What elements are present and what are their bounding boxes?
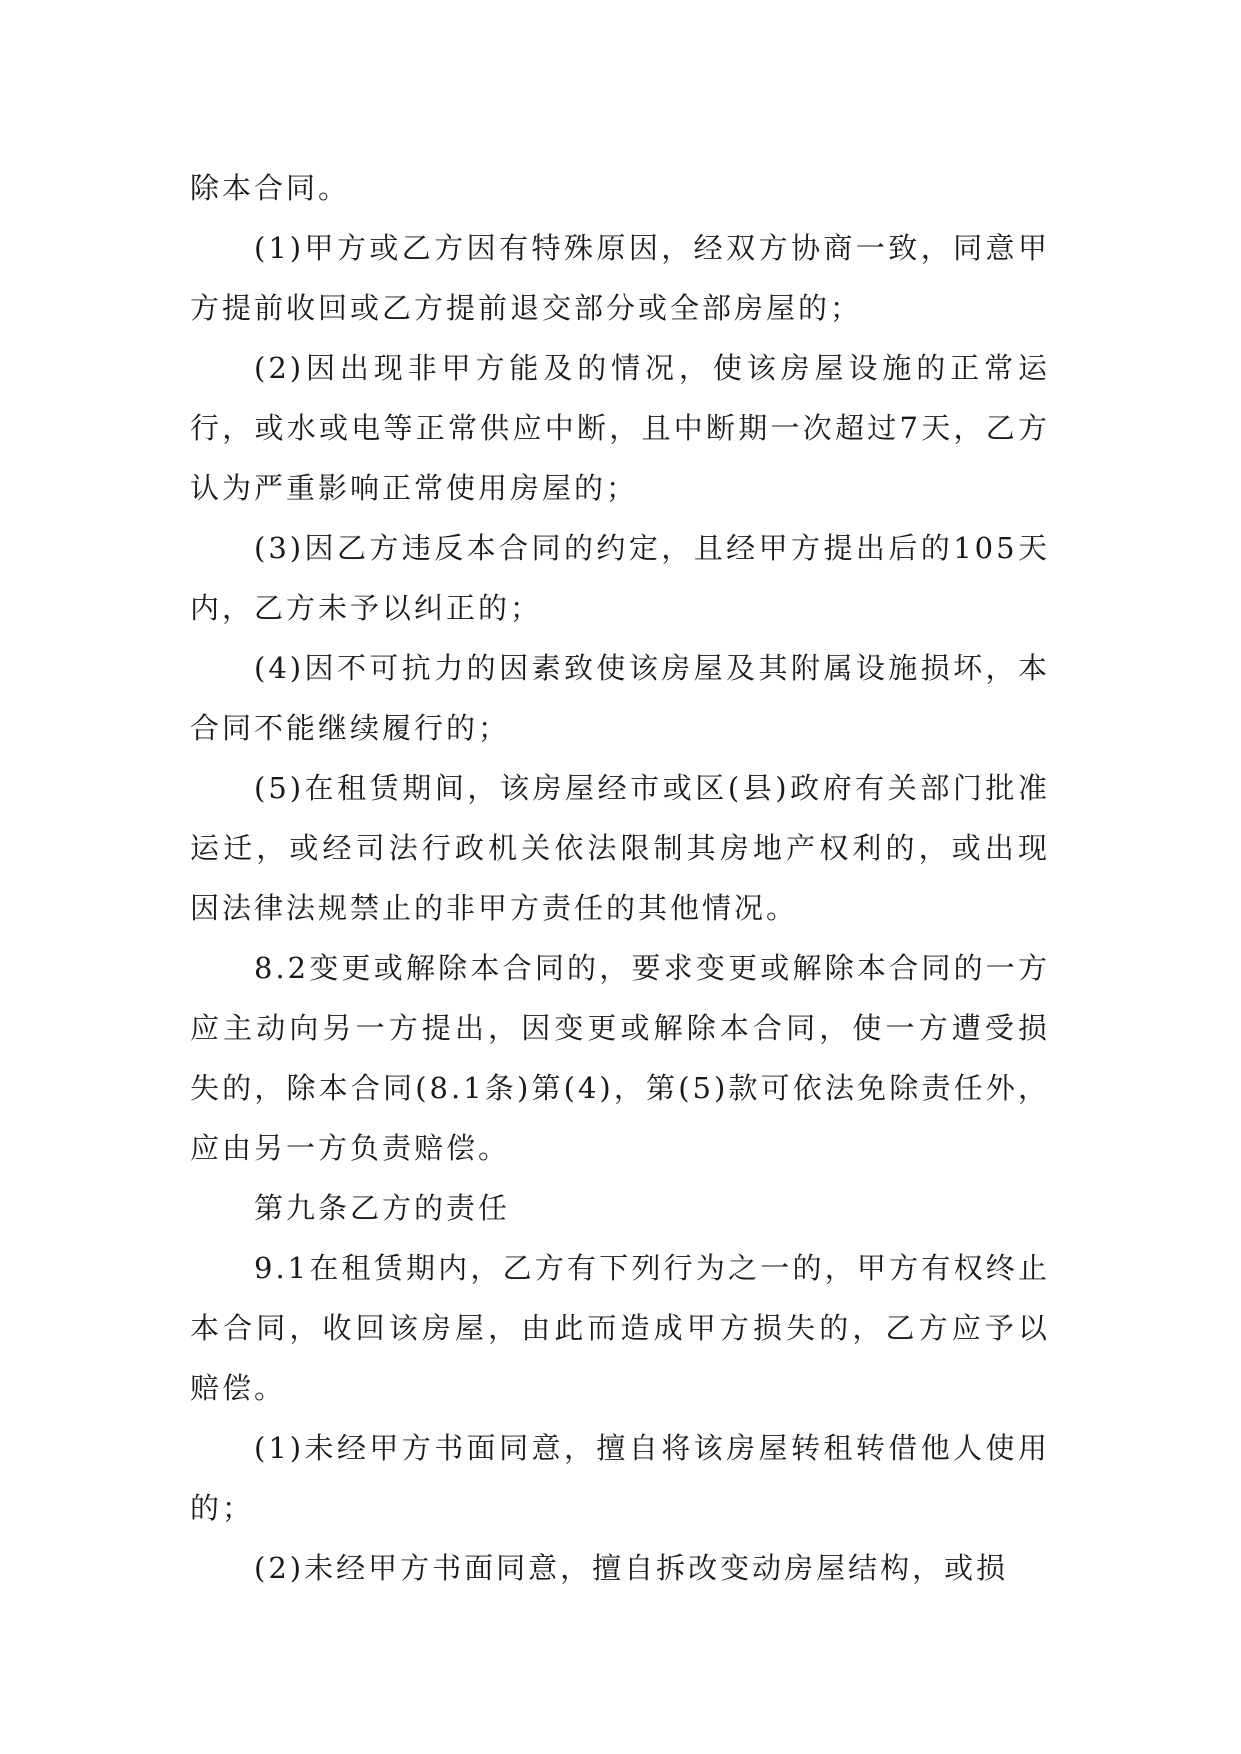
document-body [190,158,1050,1598]
paragraph-clause-1: (1)甲方或乙方因有特殊原因，经双方协商一致，同意甲方提前收回或乙方提前退交部分或全部房屋的； [190,231,1050,325]
article-9-heading: 第九条乙方的责任 [254,1191,511,1225]
paragraph-clause-3: (3)因乙方违反本合同的约定，且经甲方提出后的105天内，乙方未予以纠正的； [190,531,1050,625]
paragraph-clause-4: (4)因不可抗力的因素致使该房屋及其附属设施损坏，本合同不能继续履行的； [190,651,1050,745]
paragraph-9-1-clause-2: (2)未经甲方书面同意，擅自拆改变动房屋结构，或损 [254,1551,1009,1585]
paragraph-clause-2: (2)因出现非甲方能及的情况，使该房屋设施的正常运行，或水或电等正常供应中断，且中断期一次超过7天，乙方认为严重影响正常使用房屋的； [190,351,1050,505]
paragraph-section-8-2: 8.2变更或解除本合同的，要求变更或解除本合同的一方应主动向另一方提出，因变更或解除本合同，使一方遭受损失的，除本合同(8.1条)第(4)，第(5)款可依法免除责任外，应由另一方负责赔偿。 [190,951,1050,1165]
paragraph-9-1-clause-1: (1)未经甲方书面同意，擅自将该房屋转租转借他人使用的； [190,1431,1050,1525]
paragraph-termination-intro: 除本合同。 [190,171,351,205]
paragraph-clause-5: (5)在租赁期间，该房屋经市或区(县)政府有关部门批准运迁，或经司法行政机关依法限制其房地产权利的，或出现因法律法规禁止的非甲方责任的其他情况。 [190,771,1050,925]
paragraph-section-9-1: 9.1在租赁期内，乙方有下列行为之一的，甲方有权终止本合同，收回该房屋，由此而造成甲方损失的，乙方应予以赔偿。 [190,1251,1050,1405]
